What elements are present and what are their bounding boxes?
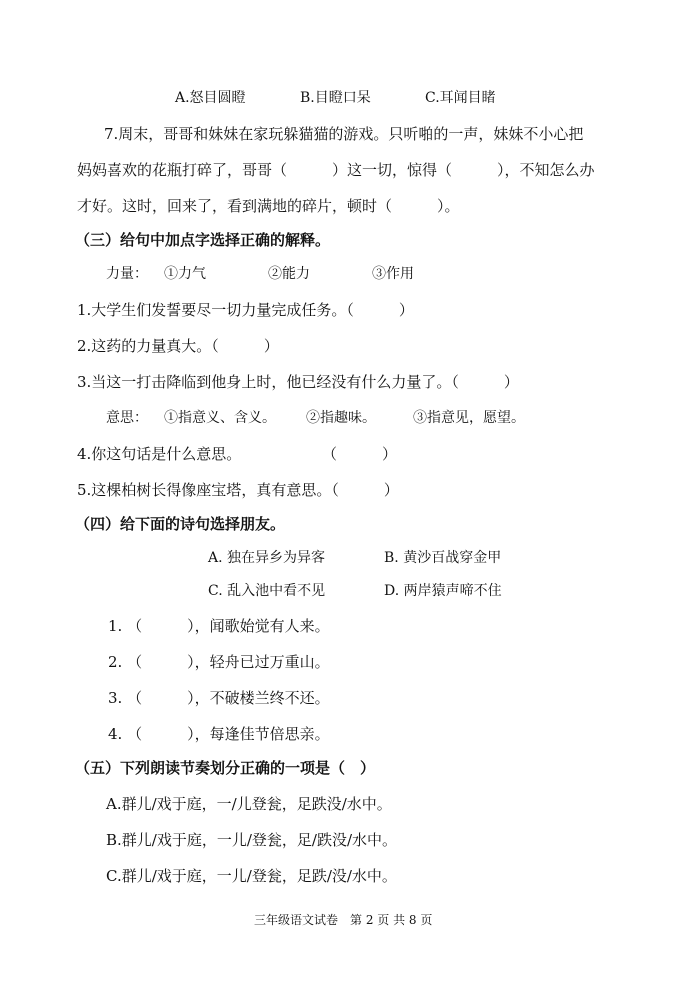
rhythm-option-c: C.群儿/戏于庭，一儿/登瓮，足跌/没/水中。 — [106, 867, 397, 885]
rhythm-option-a: A.群儿/戏于庭，一/儿登瓮，足跌没/水中。 — [106, 795, 392, 813]
q6-option-b: B.目瞪口呆 — [300, 90, 371, 106]
yisi-label: 意思： — [106, 410, 148, 426]
liliang-option-3: ③作用 — [372, 266, 414, 282]
section-3-question-1: 1.大学生们发誓要尽一切力量完成任务。（ ） — [77, 301, 414, 319]
section-3-heading: （三）给句中加点字选择正确的解释。 — [75, 231, 331, 249]
section-3-question-4-blank: （ ） — [322, 445, 398, 463]
yisi-option-3: ③指意见，愿望。 — [413, 410, 525, 426]
yisi-option-2: ②指趣味。 — [306, 410, 376, 426]
q6-option-c: C.耳闻目睹 — [425, 90, 496, 106]
q6-option-a: A.怒目圆瞪 — [175, 90, 246, 106]
q7-line-3: 才好。这时，回来了，看到满地的碎片，顿时（ ）。 — [77, 197, 460, 215]
poem-option-b: B. 黄沙百战穿金甲 — [384, 550, 502, 566]
section-3-question-3: 3.当这一打击降临到他身上时，他已经没有什么力量了。（ ） — [77, 373, 519, 391]
poem-item-1: 1. （ ），闻歌始觉有人来。 — [108, 617, 330, 635]
section-5-heading: （五）下列朗读节奏划分正确的一项是（ ） — [75, 759, 376, 777]
q7-line-2: 妈妈喜欢的花瓶打碎了，哥哥（ ）这一切，惊得（ ），不知怎么办 — [77, 161, 595, 179]
page-footer: 三年级语文试卷 第 2 页 共 8 页 — [254, 913, 433, 927]
poem-option-a: A. 独在异乡为异客 — [208, 550, 326, 566]
liliang-option-2: ②能力 — [268, 266, 310, 282]
rhythm-option-b: B.群儿/戏于庭，一儿/登瓮，足/跌没/水中。 — [106, 831, 398, 849]
poem-option-c: C. 乱入池中看不见 — [208, 583, 326, 599]
liliang-label: 力量： — [106, 266, 148, 282]
section-3-question-5: 5.这棵柏树长得像座宝塔，真有意思。（ ） — [77, 481, 399, 499]
poem-item-3: 3. （ ），不破楼兰终不还。 — [108, 689, 330, 707]
poem-option-d: D. 两岸猿声啼不住 — [384, 583, 502, 599]
poem-item-4: 4. （ ），每逢佳节倍思亲。 — [108, 725, 330, 743]
q7-line-1: 7.周末，哥哥和妹妹在家玩躲猫猫的游戏。只听啪的一声，妹妹不小心把 — [104, 125, 584, 143]
yisi-option-1: ①指意义、含义。 — [164, 410, 276, 426]
section-3-question-2: 2.这药的力量真大。（ ） — [77, 337, 279, 355]
section-3-question-4: 4.你这句话是什么意思。 — [77, 445, 242, 463]
poem-item-2: 2. （ ），轻舟已过万重山。 — [108, 653, 330, 671]
section-4-heading: （四）给下面的诗句选择朋友。 — [75, 515, 286, 533]
liliang-option-1: ①力气 — [164, 266, 206, 282]
